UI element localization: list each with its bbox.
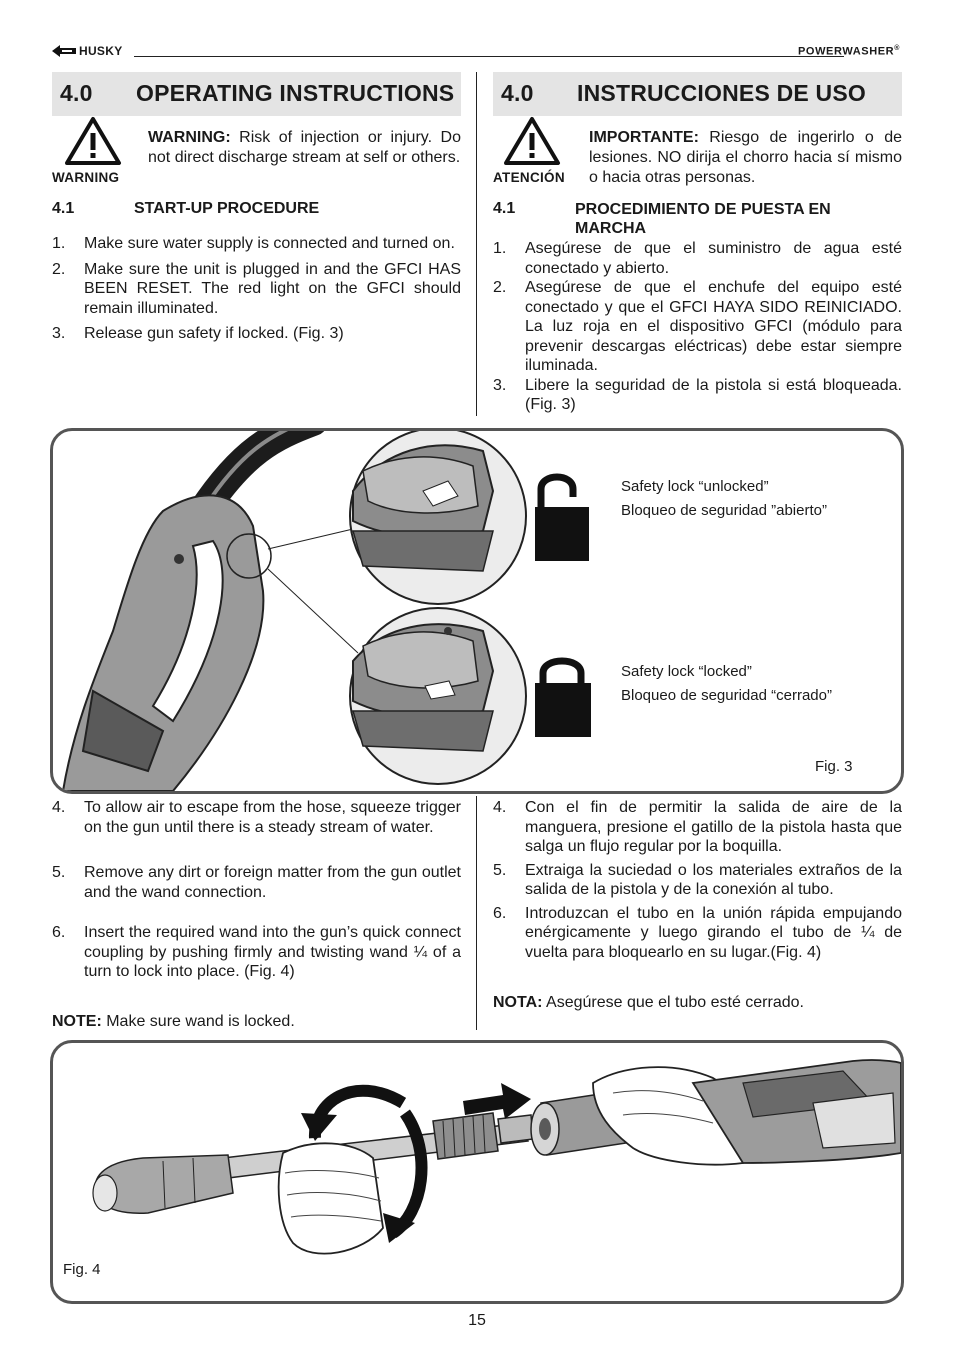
list-item: 1. Make sure water supply is connected and turned on. bbox=[52, 235, 455, 252]
section-title-en: OPERATING INSTRUCTIONS bbox=[136, 80, 455, 106]
subhead-es: 4.1 PROCEDIMIENTO DE PUESTA EN MARCHA bbox=[493, 200, 831, 237]
steps-list-en-a bbox=[52, 234, 461, 344]
list-item: 1. Asegúrese de que el suministro de agua esté conectado y abierto. bbox=[493, 240, 902, 277]
list-item: 5. Extraiga la suciedad o los materiales extraños de la salida de la pistola y de la conexión al tubo. bbox=[493, 861, 902, 898]
warning-caption-es: ATENCIÓN bbox=[493, 170, 565, 185]
note-en: NOTE: Make sure wand is locked. bbox=[52, 1013, 295, 1030]
list-item: 6. Introduzcan el tubo en la unión rápida empujando enérgicamente y luego girando el tubo de ¼ de vuelta para bloquearlo en su lugar.(Fig. 4) bbox=[493, 904, 902, 961]
figure-4 bbox=[50, 1040, 904, 1304]
list-item: 2. Asegúrese de que el enchufe del equipo esté conectado y que el GFCI HAYA SIDO REINICIADO. La luz roja en el dispositivo GFCI (módulo para prevenir descargas eléctricas) debe estar siempre iluminada. bbox=[493, 279, 902, 374]
section-number-es: 4.0 bbox=[501, 80, 534, 106]
column-divider-top bbox=[476, 72, 477, 416]
lock-locked-caption: Safety lock “locked” Bloqueo de seguridad “cerrado” bbox=[621, 663, 832, 704]
figure-3 bbox=[50, 428, 904, 794]
steps-list-en-b bbox=[52, 798, 461, 982]
wand-insertion-illustration bbox=[53, 1043, 901, 1301]
husky-logo-icon bbox=[52, 45, 76, 57]
figure-label: Fig. 4 bbox=[63, 1261, 101, 1278]
warning-text-es: IMPORTANTE: Riesgo de ingerirlo o de lesiones. NO dirija el chorro hacia sí mismo o hacia otras personas. bbox=[589, 129, 902, 186]
figure-label: Fig. 3 bbox=[815, 758, 853, 775]
lock-unlocked-caption: Safety lock “unlocked” Bloqueo de seguridad ”abierto” bbox=[621, 478, 827, 519]
warning-triangle-icon bbox=[503, 116, 561, 166]
list-item: 3. Release gun safety if locked. (Fig. 3) bbox=[52, 325, 344, 342]
section-header-en bbox=[52, 72, 461, 116]
padlock-unlocked-icon bbox=[533, 467, 593, 563]
section-title-es: INSTRUCCIONES DE USO bbox=[577, 80, 866, 106]
warning-triangle-icon bbox=[64, 116, 122, 166]
brand-logo bbox=[52, 44, 123, 58]
warning-caption-en: WARNING bbox=[52, 170, 120, 185]
list-item: 5. Remove any dirt or foreign matter from the gun outlet and the wand connection. bbox=[52, 864, 461, 901]
steps-list-es-a bbox=[493, 239, 902, 415]
list-item: 3. Libere la seguridad de la pistola si está bloqueada. (Fig. 3) bbox=[493, 376, 902, 413]
product-name: POWERWASHER® bbox=[797, 45, 900, 58]
section-header-es bbox=[493, 72, 902, 116]
list-item: 4. Con el fin de permitir la salida de aire de la manguera, presione el gatillo de la pistola hasta que salga un flujo regular por la boquilla. bbox=[493, 799, 902, 855]
warning-text-en: WARNING: Risk of injection or injury. Do not direct discharge stream at self or others. bbox=[148, 129, 461, 166]
list-item: 6. Insert the required wand into the gun’s quick connect coupling by pushing firmly and twisting wand ¼ of a turn to lock into place. (Fig. 4) bbox=[52, 924, 461, 980]
note-es: NOTA: Asegúrese que el tubo esté cerrado. bbox=[493, 994, 804, 1011]
steps-list-es-b bbox=[493, 798, 902, 962]
subhead-en: 4.1 START-UP PROCEDURE bbox=[52, 200, 320, 217]
brand-name: HUSKY bbox=[79, 44, 123, 58]
list-item: 2. Make sure the unit is plugged in and the GFCI HAS BEEN RESET. The red light on the GFCI should remain illuminated. bbox=[52, 260, 461, 317]
page-number: 15 bbox=[468, 1312, 486, 1329]
section-number-en: 4.0 bbox=[60, 80, 93, 106]
header-rule bbox=[134, 56, 844, 57]
padlock-locked-icon bbox=[533, 653, 593, 739]
list-item: 4. To allow air to escape from the hose, squeeze trigger on the gun until there is a steady stream of water. bbox=[52, 799, 461, 836]
column-divider-bottom bbox=[476, 796, 477, 1030]
